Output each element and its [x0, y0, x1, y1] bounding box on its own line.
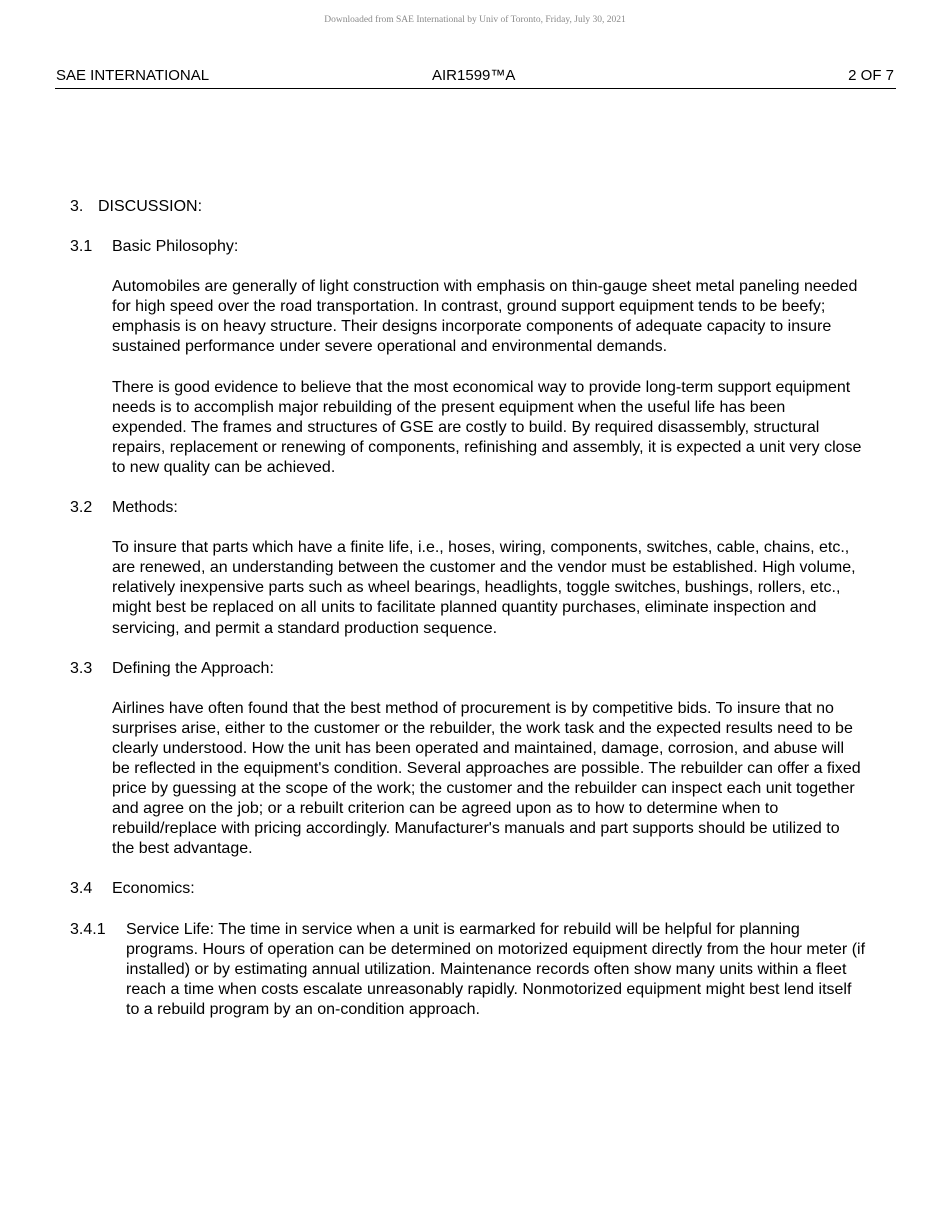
header-organization: SAE INTERNATIONAL	[56, 67, 210, 84]
section-title: Methods:	[112, 499, 178, 517]
paragraph: Automobiles are generally of light construction with emphasis on thin-gauge sheet metal paneling needed for high speed over the road transportation. In contrast, ground support equipment tends to be beefy; emphasis is on heavy structure. Their designs incorporate components of adequate capacity to insure sustained performance under severe operational and environmental demands.	[112, 278, 858, 356]
section-3-heading	[70, 197, 870, 217]
section-3-1-heading	[70, 237, 870, 257]
paragraph: Service Life: The time in service when a unit is earmarked for rebuild will be helpful for planning programs. Hours of operation can be determined on motorized equipment directly from the hour meter (if installed) or by estimating annual utilization. Maintenance records often show many units within a fleet reach a time when costs escalate unreasonably rapidly. Nonmotorized equipment might best lend itself to a rebuild program by an on-condition approach.	[126, 920, 866, 1018]
paragraph: There is good evidence to believe that the most economical way to provide long-term support equipment needs is to accomplish major rebuilding of the present equipment when the useful life has been expended. The frames and structures of GSE are costly to build. By required disassembly, structural repairs, replacement or renewing of components, refinishing and assembly, it is expected a unit very close to new quality can be achieved.	[112, 378, 862, 476]
section-3-4-1	[70, 920, 866, 1020]
section-3-3-heading	[70, 659, 870, 679]
section-number: 3.1	[70, 238, 93, 256]
section-number: 3.	[70, 198, 84, 215]
paragraph: To insure that parts which have a finite life, i.e., hoses, wiring, components, switches, cable, chains, etc., are renewed, an understanding between the customer and the vendor must be established. High volume, relatively inexpensive parts such as wheel bearings, headlights, toggle switches, bushings, rollers, etc., might best be replaced on all units to facilitate planned quantity purchases, eliminate inspection and servicing, and permit a standard production sequence.	[112, 539, 856, 637]
paragraph: Airlines have often found that the best method of procurement is by competitive bids. To insure that no surprises arise, either to the customer or the rebuilder, the work task and the expected results need to be clearly understood. How the unit has been operated and maintained, damage, corrosion, and abuse will be reflected in the equipment's condition. Several approaches are possible. The rebuilder can offer a fixed price by guessing at the scope of the work; the customer and the rebuilder can inspect each unit together and agree on the job; or a rebuilt criterion can be agreed upon as to how to determine when to rebuild/replace with pricing accordingly. Manufacturer's manuals and part supports should be utilized to the best advantage.	[112, 699, 861, 858]
section-number: 3.2	[70, 499, 93, 517]
section-title: Basic Philosophy:	[112, 238, 239, 256]
section-3-2-heading	[70, 498, 870, 518]
download-watermark: Downloaded from SAE International by Univ of Toronto, Friday, July 30, 2021	[324, 15, 626, 25]
section-number: 3.4.1	[70, 920, 106, 938]
header-page-number: 2 OF 7	[848, 67, 894, 84]
page-header	[55, 66, 896, 89]
header-document-number: AIR1599™A	[432, 67, 516, 84]
section-title: Economics:	[112, 880, 195, 898]
section-title: DISCUSSION:	[98, 198, 203, 215]
section-title: Defining the Approach:	[112, 659, 274, 677]
section-3-4-heading	[70, 879, 870, 899]
section-number: 3.4	[70, 880, 93, 898]
document-body	[70, 197, 870, 1040]
section-number: 3.3	[70, 659, 93, 677]
